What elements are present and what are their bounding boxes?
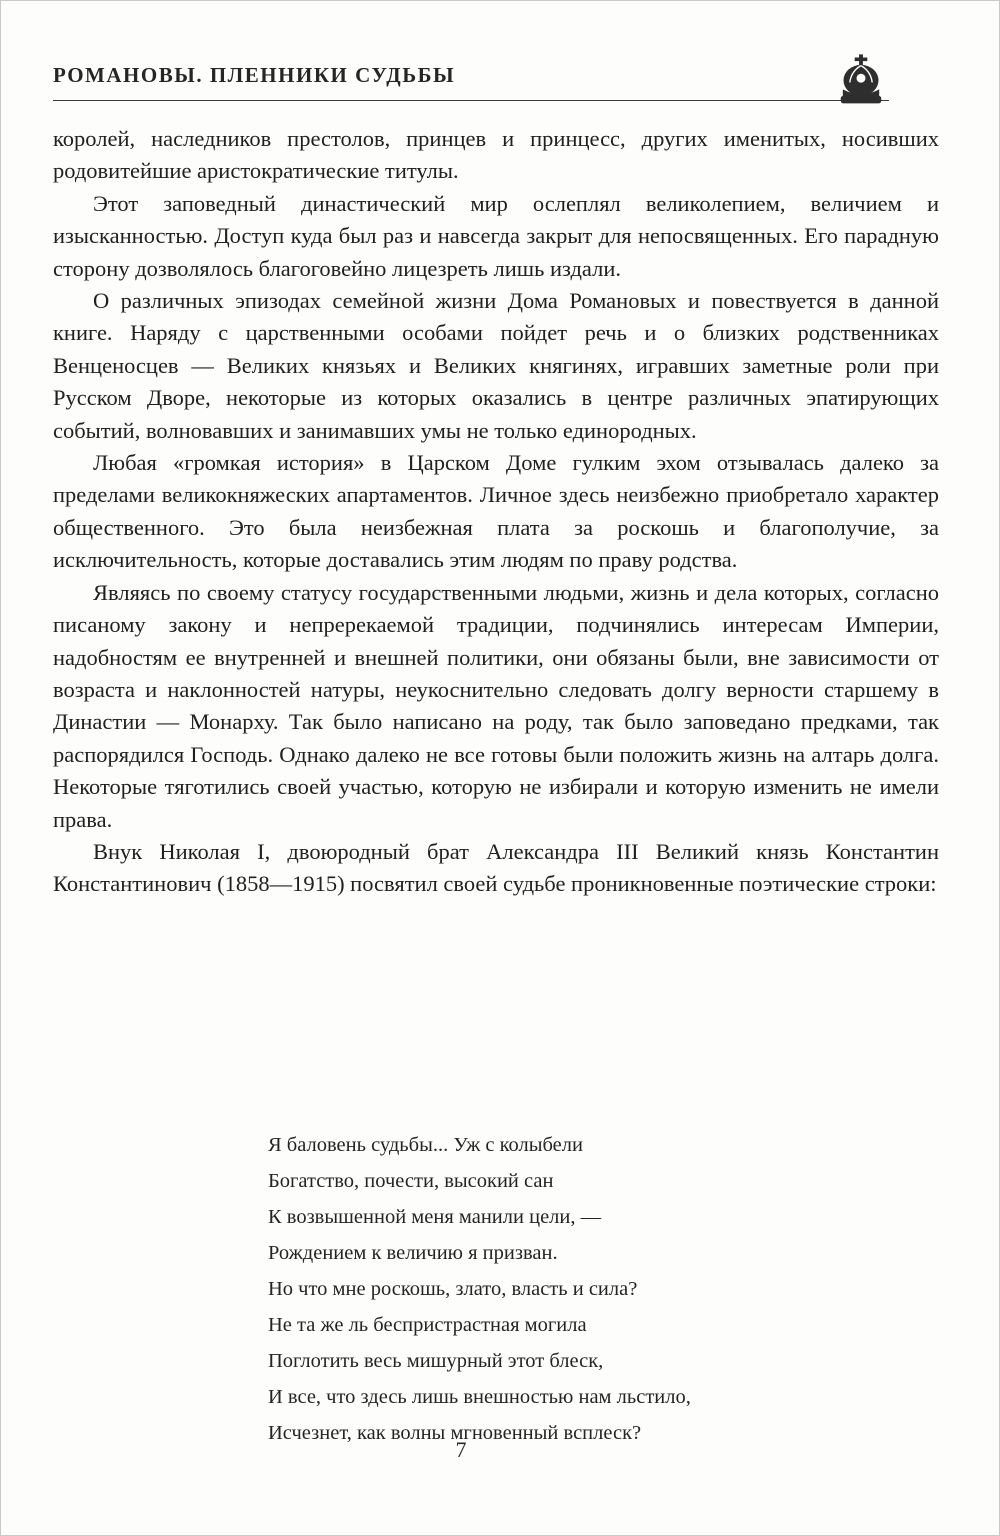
- poem-line: Богатство, почести, высокий сан: [268, 1170, 554, 1192]
- page-number: 7: [455, 1437, 467, 1462]
- poem-block: [268, 1127, 788, 1451]
- paragraph: Внук Николая I, двоюродный брат Александра III Великий князь Константин Константинович (1858—1915) посвятил своей судьбе проникновенные поэтические строки:: [53, 838, 939, 897]
- body-text: [53, 123, 939, 901]
- poem-line: Но что мне роскошь, злато, власть и сила?: [268, 1278, 638, 1300]
- running-header-title: РОМАНОВЫ. ПЛЕННИКИ СУДЬБЫ: [53, 63, 456, 87]
- poem-line: И все, что здесь лишь внешностью нам льстило,: [268, 1386, 691, 1408]
- poem-line: Исчезнет, как волны мгновенный всплеск?: [268, 1422, 642, 1444]
- paragraph: Этот заповедный династический мир ослеплял великолепием, величием и изысканностью. Доступ куда был раз и навсегда закрыт для непосвященных. Его парадную сторону дозволялось благоговейно лицезреть лишь издали.: [53, 190, 939, 281]
- imperial-crown-icon: [833, 53, 889, 109]
- paragraph: королей, наследников престолов, принцев и принцесс, других именитых, носивших родовитейшие аристократические титулы.: [53, 126, 939, 184]
- poem-line: Рождением к величию я призван.: [268, 1242, 558, 1264]
- poem-line: Поглотить весь мишурный этот блеск,: [268, 1350, 604, 1372]
- poem-line: Я баловень судьбы... Уж с колыбели: [268, 1134, 583, 1156]
- poem-line: К возвышенной меня манили цели, —: [268, 1206, 602, 1228]
- poem-line: Не та же ль беспристрастная могила: [268, 1314, 587, 1336]
- paragraph: Любая «громкая история» в Царском Доме гулким эхом отзывалась далеко за пределами великокняжеских апартаментов. Личное здесь неизбежно приобретало характер общественного. Это была неизбежная плата за роскошь и благополучие, за исключительность, которые доставались этим людям по праву родства.: [53, 450, 939, 573]
- paragraph: О различных эпизодах семейной жизни Дома Романовых и повествуется в данной книге. Наряду с царственными особами пойдет речь и о близких родственниках Венценосцев — Великих князьях и Великих княгинях, игравших заметные роли при Русском Дворе, некоторые из которых оказались в центре различных эпатирующих событий, волновавших и занимавших умы не только единородных.: [53, 288, 939, 443]
- paragraph: Являясь по своему статусу государственными людьми, жизнь и дела которых, согласно писаному закону и непререкаемой традиции, подчинялись интересам Империи, надобностям ее внутренней и внешней политики, они обязаны были, вне зависимости от возраста и наклонностей натуры, неукоснительно следовать долгу верности старшему в Династии — Монарху. Так было написано на роду, так было заповедано предками, так распорядился Господь. Однако далеко не все готовы были положить жизнь на алтарь долга. Некоторые тяготились своей участью, которую не избирали и которую изменить не имели права.: [53, 579, 939, 832]
- running-header: [53, 63, 889, 101]
